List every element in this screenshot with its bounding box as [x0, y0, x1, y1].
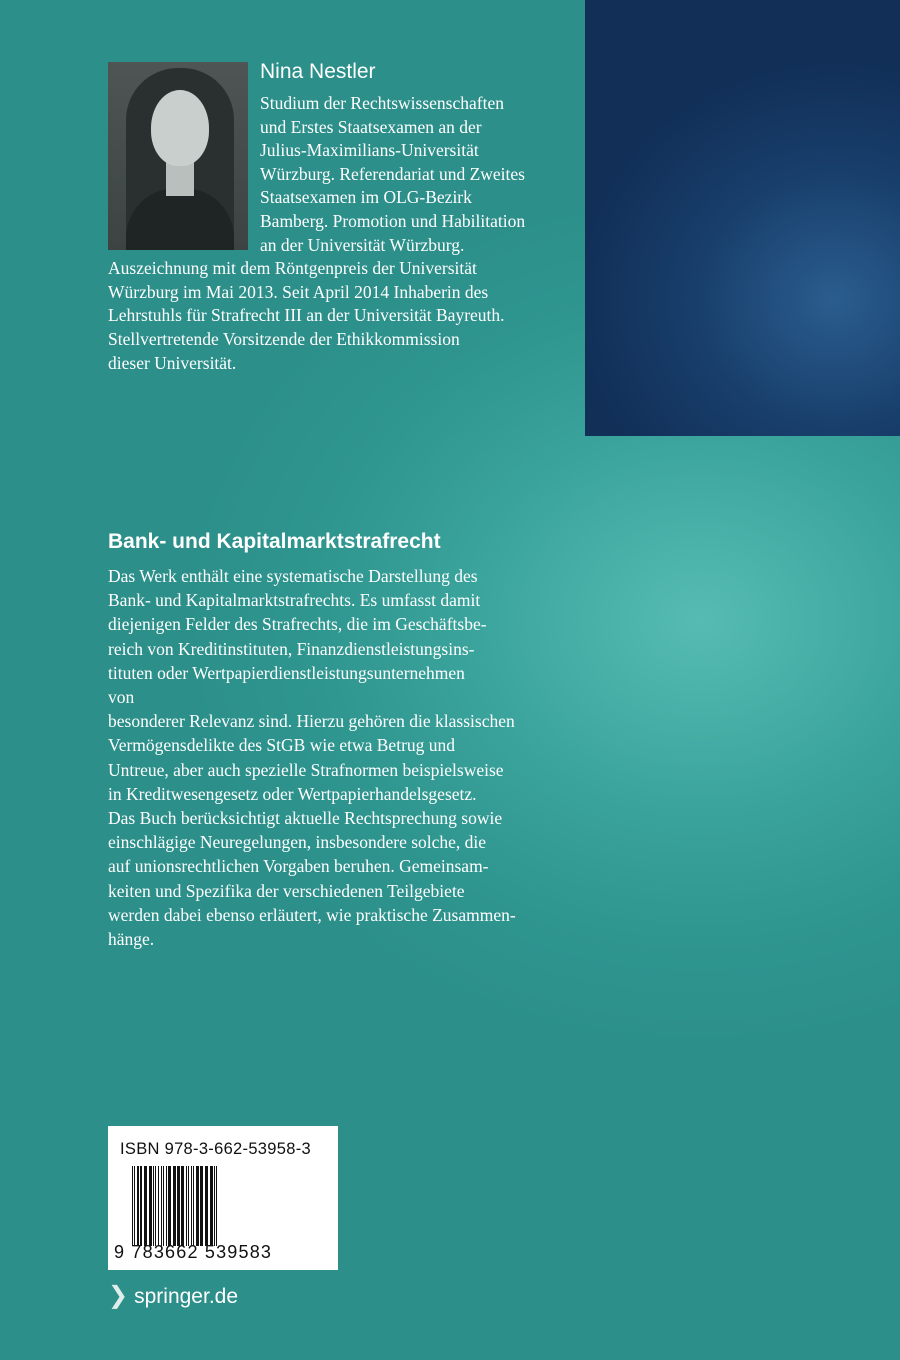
description-line: hänge. — [108, 929, 155, 950]
bio-line: Stellvertretende Vorsitzende der Ethikkommission — [108, 328, 460, 349]
barcode-bar — [161, 1166, 162, 1246]
bio-line: Auszeichnung mit dem Röntgenpreis der Universität — [108, 258, 477, 279]
bio-line: an der Universität Würzburg. — [260, 234, 465, 255]
author-bio — [108, 92, 568, 375]
barcode-bar — [188, 1166, 189, 1246]
isbn-label: ISBN 978-3-662-53958-3 — [120, 1140, 311, 1158]
description-line: besonderer Relevanz sind. Hierzu gehören die klassischen — [108, 711, 515, 732]
description-line: in Kreditwesengesetz oder Wertpapierhandelsgesetz. — [108, 783, 477, 804]
bio-line: Würzburg im Mai 2013. Seit April 2014 Inhaberin des — [108, 281, 489, 302]
bio-line: dieser Universität. — [108, 352, 237, 373]
bio-line: Julius-Maximilians-Universität — [260, 140, 479, 161]
barcode-bar — [140, 1166, 142, 1246]
isbn-barcode-box — [108, 1126, 338, 1270]
description-line: Das Buch berücksichtigt aktuelle Rechtsprechung sowie — [108, 808, 503, 829]
bio-line: Bamberg. Promotion und Habilitation — [260, 210, 526, 231]
barcode-bar — [153, 1166, 154, 1246]
barcode-bar — [181, 1166, 184, 1246]
barcode-bar — [134, 1166, 135, 1246]
barcode-bar — [191, 1166, 192, 1246]
description-line: Vermögensdelikte des StGB wie etwa Betrug und — [108, 735, 456, 756]
book-description — [108, 564, 578, 951]
description-line: werden dabei ebenso erläutert, wie praktische Zusammen- — [108, 904, 516, 925]
barcode-bar — [163, 1166, 164, 1246]
publisher-url: springer.de — [134, 1285, 239, 1308]
description-line: auf unionsrechtlichen Vorgaben beruhen. Gemeinsam- — [108, 856, 489, 877]
bio-line: Lehrstuhls für Strafrecht III an der Universität Bayreuth. — [108, 305, 505, 326]
description-line: diejenigen Felder des Strafrechts, die im Geschäftsbe- — [108, 614, 487, 635]
description-line: reich von Kreditinstituten, Finanzdienstleistungsins- — [108, 638, 475, 659]
barcode-bar — [216, 1166, 217, 1246]
description-line: Bank- und Kapitalmarktstrafrechts. Es umfasst damit — [108, 590, 481, 611]
navy-decor-panel — [585, 0, 900, 436]
description-line: Das Werk enthält eine systematische Darstellung des — [108, 566, 478, 586]
barcode-bar — [173, 1166, 176, 1246]
barcode-bar — [210, 1166, 213, 1246]
author-name: Nina Nestler — [260, 60, 376, 83]
description-line: keiten und Spezifika der verschiedenen Teilgebiete — [108, 880, 465, 901]
ean-digits: 9 783662 539583 — [114, 1242, 273, 1262]
barcode-bar — [158, 1166, 159, 1246]
barcode-bar — [205, 1166, 208, 1246]
barcode-bar — [137, 1166, 139, 1246]
description-line: einschlägige Neuregelungen, insbesondere solche, die — [108, 832, 487, 853]
barcode-bar — [155, 1166, 156, 1246]
barcode-bar — [193, 1166, 194, 1246]
barcode-bar — [186, 1166, 187, 1246]
barcode-bar — [177, 1166, 180, 1246]
book-title: Bank- und Kapitalmarktstrafrecht — [108, 530, 441, 553]
description-line: Untreue, aber auch spezielle Strafnormen beispielsweise — [108, 759, 504, 780]
chevron-right-icon: ❯ — [108, 1282, 129, 1309]
barcode-bar — [144, 1166, 147, 1246]
bio-line: Studium der Rechtswissenschaften — [260, 93, 504, 113]
bio-line: Würzburg. Referendariat und Zweites — [260, 163, 525, 184]
barcode-bar — [200, 1166, 203, 1246]
barcode-bar — [168, 1166, 171, 1246]
barcode-bar — [149, 1166, 152, 1246]
description-line: von — [108, 687, 135, 708]
barcode-bar — [214, 1166, 215, 1246]
bio-line: Staatsexamen im OLG-Bezirk — [260, 187, 472, 208]
bio-line: und Erstes Staatsexamen an der — [260, 116, 482, 137]
publisher-link[interactable] — [108, 1282, 238, 1311]
description-line: tituten oder Wertpapierdienstleistungsunternehmen — [108, 662, 465, 683]
barcode — [130, 1166, 330, 1246]
barcode-bar — [132, 1166, 133, 1246]
barcode-bar — [196, 1166, 199, 1246]
barcode-bar — [166, 1166, 167, 1246]
